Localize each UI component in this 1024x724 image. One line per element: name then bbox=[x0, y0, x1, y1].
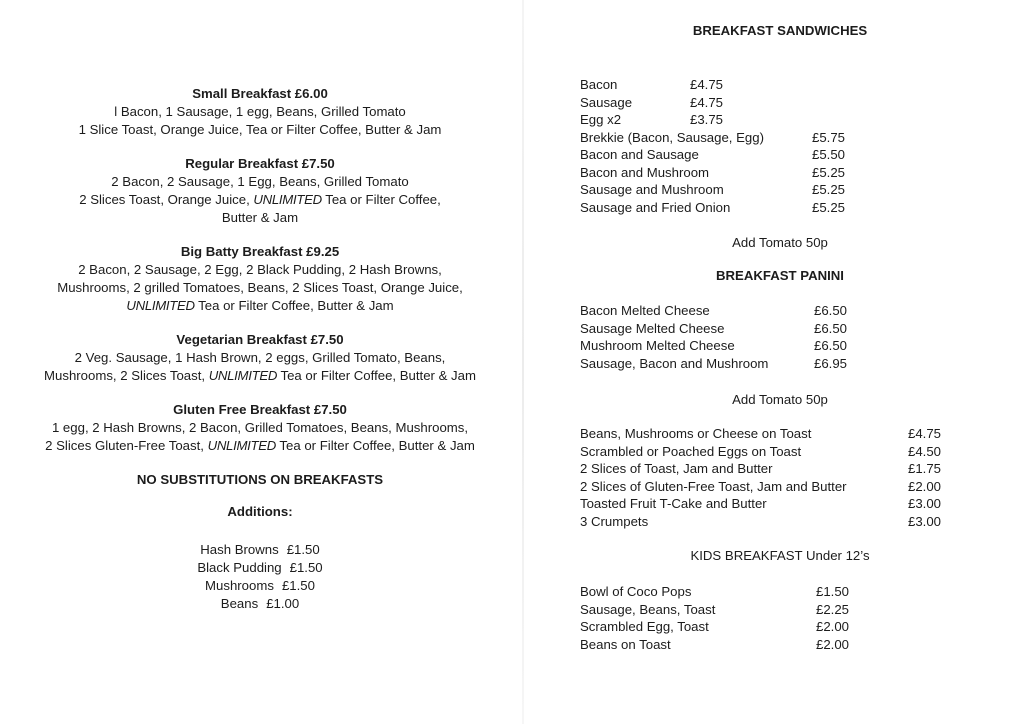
kids-item-price: £2.00 bbox=[816, 619, 850, 634]
toast-item-name: 3 Crumpets bbox=[580, 513, 649, 529]
toast-item-price: £1.75 bbox=[908, 461, 942, 476]
panini-item-name: Mushroom Melted Cheese bbox=[580, 338, 735, 353]
breakfast-description-text: Butter & Jam bbox=[221, 210, 299, 225]
panini-add-tomato-note: Add Tomato 50p bbox=[732, 392, 828, 407]
panini-item-price: £6.50 bbox=[814, 320, 848, 336]
panini-item bbox=[580, 320, 980, 338]
sandwich-item-name: Sausage and Mushroom bbox=[580, 182, 724, 197]
toast-item-name: 2 Slices of Toast, Jam and Butter bbox=[580, 461, 773, 476]
toast-item-price: £3.00 bbox=[908, 513, 942, 529]
breakfast-description-text: Tea or Filter Coffee, Butter & Jam bbox=[275, 438, 475, 453]
sandwich-item-name: Bacon and Sausage bbox=[580, 147, 699, 162]
kids-item-price: £2.00 bbox=[816, 636, 850, 652]
breakfast-title: Big Batty Breakfast £9.25 bbox=[180, 244, 340, 259]
sandwich-item bbox=[580, 111, 980, 129]
sandwich-item-name: Egg x2 bbox=[580, 112, 622, 127]
panini-title: BREAKFAST PANINI bbox=[716, 268, 844, 283]
unlimited-label: UNLIMITED bbox=[126, 298, 195, 313]
sandwiches-add-tomato-note: Add Tomato 50p bbox=[732, 235, 828, 250]
sandwiches-list bbox=[580, 76, 980, 216]
sandwich-item bbox=[580, 164, 980, 182]
sandwich-item bbox=[580, 129, 980, 147]
breakfast-item bbox=[20, 401, 500, 455]
panini-item-name: Bacon Melted Cheese bbox=[580, 303, 710, 318]
sandwich-item-price: £5.75 bbox=[812, 129, 846, 145]
breakfast-description-text: l Bacon, 1 Sausage, 1 egg, Beans, Grilled Tomato bbox=[114, 104, 406, 119]
toast-item bbox=[580, 495, 980, 513]
unlimited-label: UNLIMITED bbox=[207, 438, 276, 453]
toast-item-price: £3.00 bbox=[908, 496, 942, 511]
breakfast-description-line bbox=[20, 279, 500, 297]
sandwich-item-price: £5.25 bbox=[812, 199, 846, 215]
kids-item-name: Scrambled Egg, Toast bbox=[580, 619, 709, 634]
addition-name: Beans bbox=[220, 596, 259, 611]
sandwich-item bbox=[580, 146, 980, 164]
toast-item-name: Scrambled or Poached Eggs on Toast bbox=[580, 443, 802, 459]
sandwich-item-name: Bacon bbox=[580, 77, 618, 92]
addition-price: £1.50 bbox=[289, 560, 323, 575]
toast-item-name: Beans, Mushrooms or Cheese on Toast bbox=[580, 426, 812, 441]
sandwich-item bbox=[580, 76, 980, 94]
toast-item bbox=[580, 425, 980, 443]
sandwich-item-name: Sausage bbox=[580, 94, 633, 110]
breakfast-title: Small Breakfast £6.00 bbox=[192, 86, 328, 101]
toast-item-name: Toasted Fruit T-Cake and Butter bbox=[580, 496, 767, 511]
toast-item bbox=[580, 443, 980, 461]
kids-item-price: £1.50 bbox=[816, 584, 850, 599]
breakfast-item bbox=[20, 331, 500, 385]
breakfast-description-line bbox=[20, 103, 500, 121]
breakfast-title: Vegetarian Breakfast £7.50 bbox=[176, 332, 344, 347]
sandwich-item-price: £5.50 bbox=[812, 147, 846, 162]
kids-item-name: Sausage, Beans, Toast bbox=[580, 601, 716, 617]
breakfast-description-text: 2 Veg. Sausage, 1 Hash Brown, 2 eggs, Grilled Tomato, Beans, bbox=[74, 350, 446, 365]
kids-breakfast-title: KIDS BREAKFAST Under 12’s bbox=[690, 548, 870, 563]
kids-item-name: Bowl of Coco Pops bbox=[580, 584, 692, 599]
sandwich-item-name: Sausage and Fried Onion bbox=[580, 199, 731, 215]
kids-item-name: Beans on Toast bbox=[580, 636, 671, 652]
breakfast-description-line bbox=[20, 191, 500, 209]
panini-item-name: Sausage, Bacon and Mushroom bbox=[580, 355, 769, 371]
left-page bbox=[20, 85, 500, 613]
breakfast-list bbox=[20, 85, 500, 455]
unlimited-label: UNLIMITED bbox=[208, 368, 278, 383]
panini-item bbox=[580, 337, 980, 355]
breakfast-description-text: 2 Bacon, 2 Sausage, 2 Egg, 2 Black Pudding, 2 Hash Browns, bbox=[78, 262, 442, 277]
panini-list bbox=[580, 302, 980, 372]
kids-list bbox=[580, 583, 980, 653]
no-substitutions-heading: NO SUBSTITUTIONS ON BREAKFASTS bbox=[136, 472, 384, 487]
breakfast-title: Gluten Free Breakfast £7.50 bbox=[173, 402, 347, 417]
breakfast-description-line bbox=[20, 297, 500, 315]
breakfast-description-line bbox=[20, 419, 500, 437]
breakfast-title: Regular Breakfast £7.50 bbox=[185, 156, 335, 171]
additions-list bbox=[20, 541, 500, 613]
breakfast-description-line bbox=[20, 209, 500, 227]
toast-item-price: £4.75 bbox=[908, 426, 942, 441]
toast-item-name: 2 Slices of Gluten-Free Toast, Jam and Butter bbox=[580, 478, 847, 494]
panini-item bbox=[580, 302, 980, 320]
sandwich-item-price: £4.75 bbox=[690, 94, 724, 110]
sandwich-item-price: £5.25 bbox=[812, 164, 846, 180]
breakfast-item bbox=[20, 243, 500, 315]
breakfast-description-text: Tea or Filter Coffee, Butter & Jam bbox=[277, 368, 476, 383]
kids-item bbox=[580, 601, 980, 619]
breakfast-description-line bbox=[20, 349, 500, 367]
page-fold bbox=[522, 0, 524, 724]
breakfast-description-text: Tea or Filter Coffee, Butter & Jam bbox=[194, 298, 394, 313]
panini-item-price: £6.50 bbox=[814, 338, 848, 353]
sandwich-item bbox=[580, 94, 980, 112]
breakfast-description-text: Mushrooms, 2 grilled Tomatoes, Beans, 2 Slices Toast, Orange Juice, bbox=[57, 280, 463, 295]
breakfast-description-text: 2 Slices Gluten-Free Toast, bbox=[45, 438, 208, 453]
breakfast-description-text: 2 Slices Toast, Orange Juice, bbox=[79, 192, 254, 207]
addition-item bbox=[20, 577, 500, 595]
breakfast-description-line bbox=[20, 437, 500, 455]
addition-name: Hash Browns bbox=[200, 542, 279, 557]
sandwich-item bbox=[580, 199, 980, 217]
panini-item bbox=[580, 355, 980, 373]
breakfast-description-text: Mushrooms, 2 Slices Toast, bbox=[44, 368, 209, 383]
addition-item bbox=[20, 595, 500, 613]
panini-item-price: £6.50 bbox=[814, 303, 848, 318]
sandwich-item bbox=[580, 181, 980, 199]
sandwich-item-price: £4.75 bbox=[690, 77, 724, 92]
toast-item bbox=[580, 478, 980, 496]
sandwich-item-name: Brekkie (Bacon, Sausage, Egg) bbox=[580, 129, 764, 145]
sandwich-item-price: £5.25 bbox=[812, 182, 846, 197]
unlimited-label: UNLIMITED bbox=[253, 192, 322, 207]
toast-item bbox=[580, 513, 980, 531]
toast-item-price: £4.50 bbox=[908, 443, 942, 459]
kids-item bbox=[580, 583, 980, 601]
panini-item-name: Sausage Melted Cheese bbox=[580, 320, 725, 336]
breakfast-description-line bbox=[20, 121, 500, 139]
breakfast-description-text: Tea or Filter Coffee, bbox=[321, 192, 441, 207]
toast-item-price: £2.00 bbox=[908, 478, 942, 494]
breakfast-description-line bbox=[20, 367, 500, 385]
toast-list bbox=[580, 425, 980, 530]
breakfast-item bbox=[20, 85, 500, 139]
addition-price: £1.50 bbox=[286, 542, 320, 557]
sandwich-item-price: £3.75 bbox=[690, 112, 724, 127]
kids-item-price: £2.25 bbox=[816, 601, 850, 617]
addition-name: Mushrooms bbox=[205, 578, 274, 593]
breakfast-description-text: 1 Slice Toast, Orange Juice, Tea or Filter Coffee, Butter & Jam bbox=[78, 122, 442, 137]
kids-item bbox=[580, 618, 980, 636]
addition-price: £1.50 bbox=[281, 578, 315, 593]
addition-name: Black Pudding bbox=[197, 560, 282, 575]
breakfast-item bbox=[20, 155, 500, 227]
additions-heading: Additions: bbox=[227, 504, 293, 519]
sandwiches-title: BREAKFAST SANDWICHES bbox=[692, 23, 868, 38]
panini-item-price: £6.95 bbox=[814, 355, 848, 371]
breakfast-description-line bbox=[20, 261, 500, 279]
breakfast-description-text: 1 egg, 2 Hash Browns, 2 Bacon, Grilled Tomatoes, Beans, Mushrooms, bbox=[51, 420, 469, 435]
addition-item bbox=[20, 559, 500, 577]
breakfast-description-line bbox=[20, 173, 500, 191]
toast-item bbox=[580, 460, 980, 478]
breakfast-description-text: 2 Bacon, 2 Sausage, 1 Egg, Beans, Grilled Tomato bbox=[111, 174, 409, 189]
sandwich-item-name: Bacon and Mushroom bbox=[580, 164, 710, 180]
addition-price: £1.00 bbox=[266, 596, 300, 611]
addition-item bbox=[20, 541, 500, 559]
kids-item bbox=[580, 636, 980, 654]
